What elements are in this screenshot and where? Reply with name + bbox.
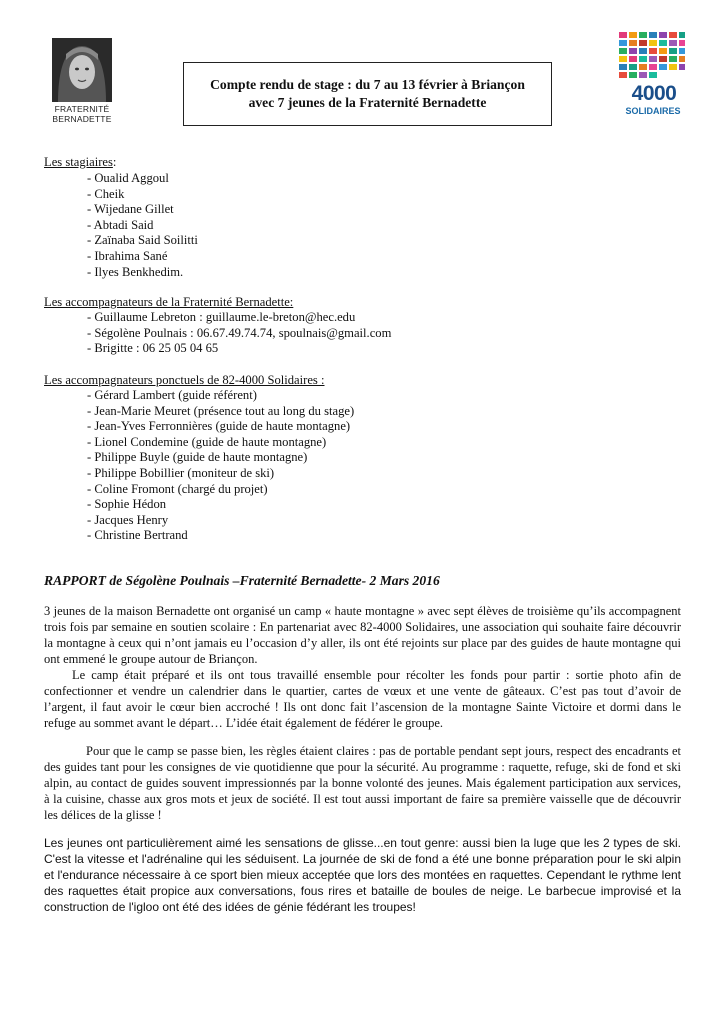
document-title-box	[183, 62, 552, 126]
document-title-line1: Compte rendu de stage : du 7 au 13 février à Briançon	[210, 77, 525, 92]
stagiaires-heading	[44, 155, 116, 170]
list-item: - Sophie Hédon	[87, 497, 167, 512]
report-paragraph-1: 3 jeunes de la maison Bernadette ont organisé un camp « haute montagne » avec sept élèves de troisième qu’ils accompagnent trois fois par semaine en soutien scolaire : En partenariat avec 82-4000 Solidaires, une association qui souhaite faire découvrir la montagne à ceux qui n’ont jamais eu l’occasion d’y aller, ils ont été rejoints sur place par des guides de haute montagne qui ont emmené le groupe autour de Briançon.	[44, 604, 681, 666]
list-item: - Zaïnaba Said Soilitti	[87, 233, 198, 248]
portrait-icon	[52, 38, 112, 102]
list-item: - Gérard Lambert (guide référent)	[87, 388, 257, 402]
logo-left-line1: FRATERNITÉ	[54, 104, 110, 114]
report-paragraph-3: Pour que le camp se passe bien, les règles étaient claires : pas de portable pendant sept jours, respect des encadrants et des guides tant pour les consignes de vie quotidienne que pour la sécurité. Au programme : raquette, refuge, ski de fond et ski alpin, au contact de guides souvent impressionnés par la bonne volonté des jeunes. Mais également participation aux services, à la cuisine, chasse aux gros mots et jeux de société. Il est tout aussi important de faire sa première vaisselle que de découvrir les délices de la glisse !	[44, 744, 681, 822]
list-item: - Jean-Yves Ferronnières (guide de haute montagne)	[87, 419, 351, 434]
solidaires-4000-logo	[617, 30, 687, 124]
stagiaires-heading-suffix: :	[112, 155, 117, 169]
report-title: RAPPORT de Ségolène Poulnais –Fraternité Bernadette- 2 Mars 2016	[44, 573, 440, 588]
report-paragraph-4: Les jeunes ont particulièrement aimé les sensations de glisse...en tout genre: aussi bien la luge que les 2 types de ski. C'est la vitesse et l'adrénaline qui les séduisent. La journée de ski de fond a été une bonne préparation pour le ski alpin et l'endurance nécessaire à ce sport bien mieux acceptée que lors des montées en raquettes. Cependant le rythme lent des raquettes était propice aux conversations, fous rires et bataille de boules de neige. Le barbecue improvisé et la construction de l'igloo ont été des idées de génie fédérant les troupes!	[44, 836, 681, 914]
ponctuels-heading: Les accompagnateurs ponctuels de 82-4000 Solidaires :	[44, 373, 325, 387]
logo-right-word: SOLIDAIRES	[625, 106, 681, 116]
logo-left-line2: BERNADETTE	[52, 114, 112, 124]
list-item: - Coline Fromont (chargé du projet)	[87, 481, 268, 496]
fraternite-bernadette-logo	[50, 38, 114, 126]
list-item: - Cheik	[87, 186, 125, 201]
accompagnateurs-list	[87, 310, 391, 357]
list-item: - Christine Bertrand	[87, 528, 188, 543]
list-item: - Lionel Condemine (guide de haute montagne)	[87, 434, 327, 449]
list-item: - Oualid Aggoul	[87, 171, 169, 185]
list-item: - Abtadi Said	[87, 217, 154, 232]
list-item: - Brigitte : 06 25 05 04 65	[87, 341, 219, 356]
list-item: - Philippe Bobillier (moniteur de ski)	[87, 465, 275, 480]
stagiaires-list	[87, 171, 198, 280]
accompagnateurs-heading: Les accompagnateurs de la Fraternité Bernadette:	[44, 295, 294, 309]
list-item: - Ségolène Poulnais : 06.67.49.74.74, spoulnais@gmail.com	[87, 325, 392, 340]
list-item: - Jean-Marie Meuret (présence tout au long du stage)	[87, 403, 355, 418]
ponctuels-list	[87, 388, 354, 544]
colorful-grid-icon	[617, 30, 687, 84]
list-item: - Ilyes Benkhedim.	[87, 264, 184, 279]
report-paragraph-2: Le camp était préparé et ils ont tous travaillé ensemble pour récolter les fonds pour partir : sortie photo afin de confectionner et vendre un calendrier dans le quartier, cartes de vœux et une vente de gâteaux. C’est pas tout d’avoir de l’argent, il faut avoir le cœur bien accroché ! Ils ont donc fait l’ascension de la montagne Sainte Victoire et dormi dans le refuge au sommet avant le départ… L’idée était également de fédérer le groupe.	[44, 668, 681, 730]
list-item: - Guillaume Lebreton : guillaume.le-breton@hec.edu	[87, 310, 356, 324]
list-item: - Wijedane Gillet	[87, 202, 174, 217]
document-title-line2: avec 7 jeunes de la Fraternité Bernadette	[248, 95, 487, 110]
stagiaires-heading-text: Les stagiaires	[44, 155, 113, 169]
logo-right-number: 4000	[631, 82, 677, 105]
list-item: - Jacques Henry	[87, 512, 169, 527]
list-item: - Ibrahima Sané	[87, 248, 168, 263]
list-item: - Philippe Buyle (guide de haute montagne)	[87, 450, 308, 465]
